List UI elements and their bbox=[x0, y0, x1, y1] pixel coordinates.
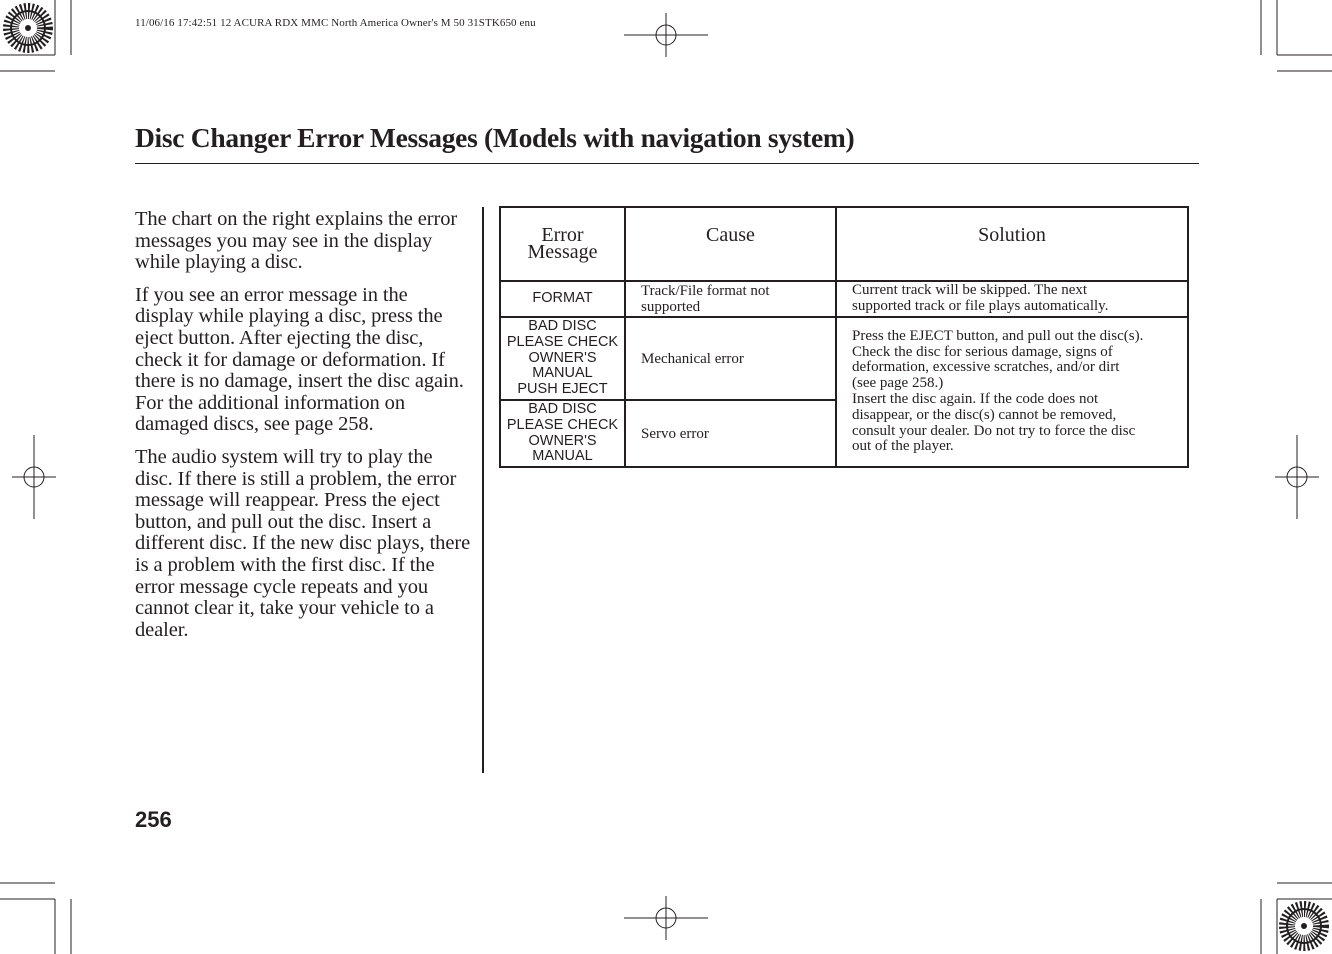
print-slug: 11/06/16 17:42:51 12 ACURA RDX MMC North America Owner's M 50 31STK650 enu bbox=[135, 17, 536, 29]
error-message-line: MANUAL bbox=[532, 365, 593, 382]
solution-line: disappear, or the disc(s) cannot be removed, bbox=[852, 406, 1117, 423]
header-error-line: Error bbox=[541, 224, 584, 246]
error-message-line: PUSH EJECT bbox=[517, 381, 608, 398]
error-message-line: MANUAL bbox=[532, 448, 593, 465]
error-message-table bbox=[499, 206, 1189, 468]
error-message-cell bbox=[500, 317, 625, 400]
crop-mark-icon bbox=[0, 883, 71, 954]
table-row bbox=[500, 317, 1188, 400]
solution-line: Check the disc for serious damage, signs of bbox=[852, 343, 1113, 360]
solution-line: Insert the disc again. If the code does not bbox=[852, 391, 1099, 407]
solution-cell bbox=[836, 281, 1188, 317]
table-header-row bbox=[500, 207, 1188, 281]
title-rule bbox=[135, 163, 1199, 164]
solution-line: supported track or file plays automatically. bbox=[852, 298, 1109, 314]
error-message-cell bbox=[500, 400, 625, 467]
registration-crosshair-icon bbox=[624, 896, 708, 940]
solution-line: deformation, excessive scratches, and/or dirt bbox=[852, 359, 1120, 376]
header-message-line: Message bbox=[527, 241, 598, 263]
solution-line: consult your dealer. Do not try to force the disc bbox=[852, 422, 1136, 439]
error-message-line: PLEASE CHECK bbox=[506, 416, 619, 433]
table-row bbox=[500, 281, 1188, 317]
registration-crosshair-icon bbox=[1275, 435, 1319, 519]
intro-text bbox=[135, 209, 471, 652]
error-message-line: PLEASE CHECK bbox=[506, 333, 619, 350]
page-title: Disc Changer Error Messages (Models with navigation system) bbox=[135, 122, 855, 153]
registration-sunburst-icon bbox=[1287, 909, 1321, 943]
error-message-line: BAD DISC bbox=[528, 318, 597, 334]
cause-cell: Servo error bbox=[625, 400, 836, 467]
column-divider bbox=[482, 207, 484, 773]
solution-cell bbox=[836, 317, 1188, 467]
error-message-line: BAD DISC bbox=[528, 400, 597, 417]
cause-cell: Track/File format not supported bbox=[625, 281, 836, 317]
registration-sunburst-icon bbox=[11, 11, 45, 45]
registration-crosshair-icon bbox=[12, 435, 56, 519]
error-message-cell bbox=[500, 281, 625, 317]
page-number: 256 bbox=[135, 807, 172, 832]
intro-paragraph: If you see an error message in the display while playing a disc, press the eject button. After ejecting the disc, check it for damage or deformation. If there is no damage, insert the disc again. For the additional information on damaged discs, see page 258. bbox=[135, 283, 464, 436]
solution-line: Press the EJECT button, and pull out the disc(s). bbox=[852, 327, 1144, 344]
registration-crosshair-icon bbox=[624, 13, 708, 57]
header-solution: Solution bbox=[836, 207, 1188, 281]
error-message-line: OWNER'S bbox=[528, 349, 597, 366]
intro-paragraph: The audio system will try to play the disc. If there is still a problem, the error message will reappear. Press the eject button, and pull out the disc. Insert a different disc. If the new disc plays, there is a problem with the first disc. If the error message cycle repeats and you cannot clear it, take your vehicle to a dealer. bbox=[135, 445, 471, 641]
intro-paragraph: The chart on the right explains the error messages you may see in the display while playing a disc. bbox=[135, 208, 458, 274]
crop-mark-icon bbox=[1261, 0, 1332, 71]
solution-line: Current track will be skipped. The next bbox=[852, 282, 1088, 299]
solution-line: out of the player. bbox=[852, 438, 954, 455]
error-message-line: OWNER'S bbox=[528, 432, 597, 449]
header-error-message bbox=[500, 207, 625, 281]
header-cause: Cause bbox=[625, 207, 836, 281]
solution-line: (see page 258.) bbox=[852, 375, 944, 392]
cause-cell: Mechanical error bbox=[625, 317, 836, 400]
error-message-line: FORMAT bbox=[532, 290, 593, 307]
